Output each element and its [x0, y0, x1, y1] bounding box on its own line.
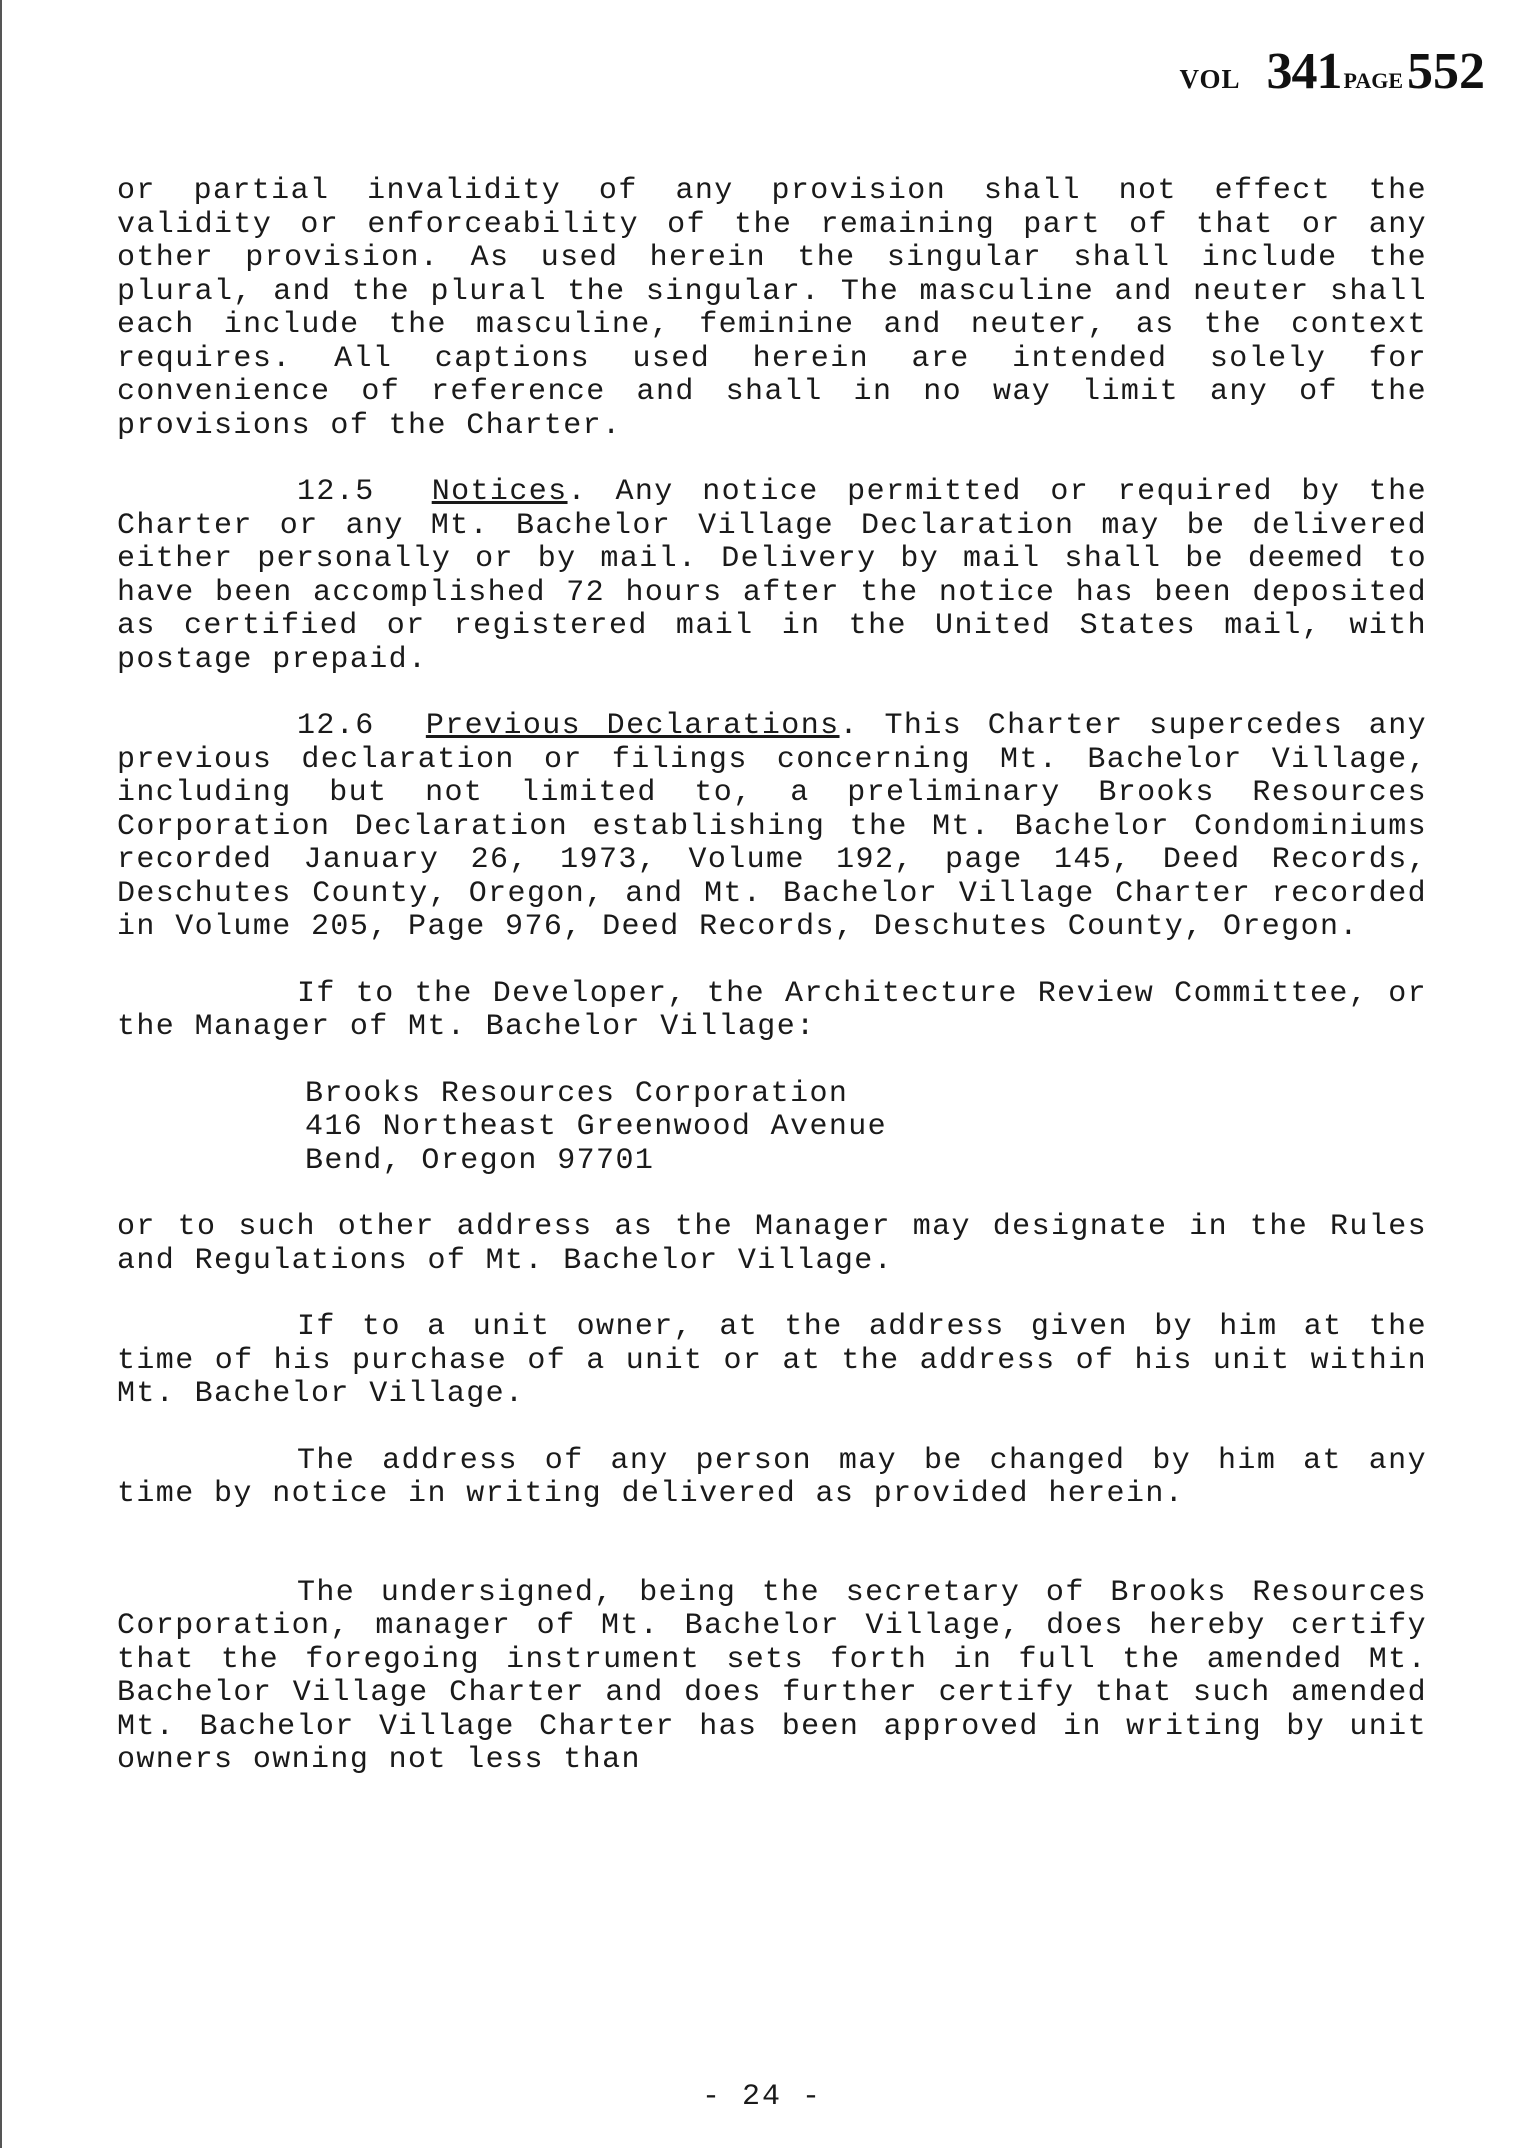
address-line-company: Brooks Resources Corporation	[305, 1076, 849, 1111]
address-line-street: 416 Northeast Greenwood Avenue	[305, 1110, 888, 1144]
stamp-page-label: PAGE	[1343, 68, 1403, 93]
paragraph-other-address: or to such other address as the Manager may designate in the Rules and Regulations of Mt. Bachelor Village.	[117, 1210, 1427, 1278]
section-number: 12.5	[297, 475, 375, 509]
address-line-city: Bend, Oregon 97701	[305, 1143, 655, 1178]
paragraph-previous-declarations	[117, 710, 1427, 945]
stamp-vol-label: VOL	[1179, 64, 1241, 94]
paragraph-developer-address-intro: If to the Developer, the Architecture Review Committee, or the Manager of Mt. Bachelor Village:	[117, 976, 1427, 1044]
section-heading-previous-declarations: Previous Declarations	[425, 709, 840, 743]
section-heading-notices: Notices	[431, 475, 568, 509]
paragraph-notices	[117, 476, 1427, 677]
paragraph-previous-declarations-text: . This Charter supercedes any previous declaration or filings concerning Mt. Bachelor Village, including but not limited to, a preliminary Brooks Resources Corporation Declaration establishing the Mt. Bachelor Condominiums recorded January 26, 1973, Volume 192, page 145, Deed Records, Deschutes County, Oregon, and Mt. Bachelor Village Charter recorded in Volume 205, Page 976, Deed Records, Deschutes County, Oregon.	[117, 709, 1428, 944]
paragraph-invalidity-clause: or partial invalidity of any provision shall not effect the validity or enforceability of the remaining part of that or any other provision. As used herein the singular shall include the plural, and the plural the singular. The masculine and neuter shall each include the masculine, feminine and neuter, as the context requires. All captions used herein are intended solely for convenience of reference and shall in no way limit any of the provisions of the Charter.	[117, 174, 1427, 443]
section-number: 12.6	[297, 709, 375, 743]
paragraph-unit-owner-address: If to a unit owner, at the address given by him at the time of his purchase of a unit or at the address of his unit within Mt. Bachelor Village.	[117, 1310, 1427, 1411]
document-body	[117, 175, 1427, 1811]
paragraph-notices-text: . Any notice permitted or required by the Charter or any Mt. Bachelor Village Declaration may be delivered either personally or by mail. Delivery by mail shall be deemed to have been accomplished 72 hours after the notice has been deposited as certified or registered mail in the United States mail, with postage prepaid.	[117, 475, 1427, 677]
spacer	[117, 1545, 1427, 1577]
stamp-page-number: 552	[1407, 43, 1485, 100]
recording-stamp	[1180, 42, 1485, 101]
stamp-vol-number: 341	[1266, 43, 1342, 100]
page-number-footer: - 24 -	[701, 2080, 823, 2114]
paragraph-address-change: The address of any person may be changed by him at any time by notice in writing delivered as provided herein.	[117, 1443, 1427, 1511]
developer-address-block	[305, 1078, 1427, 1179]
paragraph-secretary-certification: The undersigned, being the secretary of Brooks Resources Corporation, manager of Mt. Bachelor Village, does hereby certify that the foregoing instrument sets forth in full the amended Mt. Bachelor Village Charter and does further certify that such amended Mt. Bachelor Village Charter has been approved in writing by unit owners owning not less than	[117, 1575, 1427, 1777]
